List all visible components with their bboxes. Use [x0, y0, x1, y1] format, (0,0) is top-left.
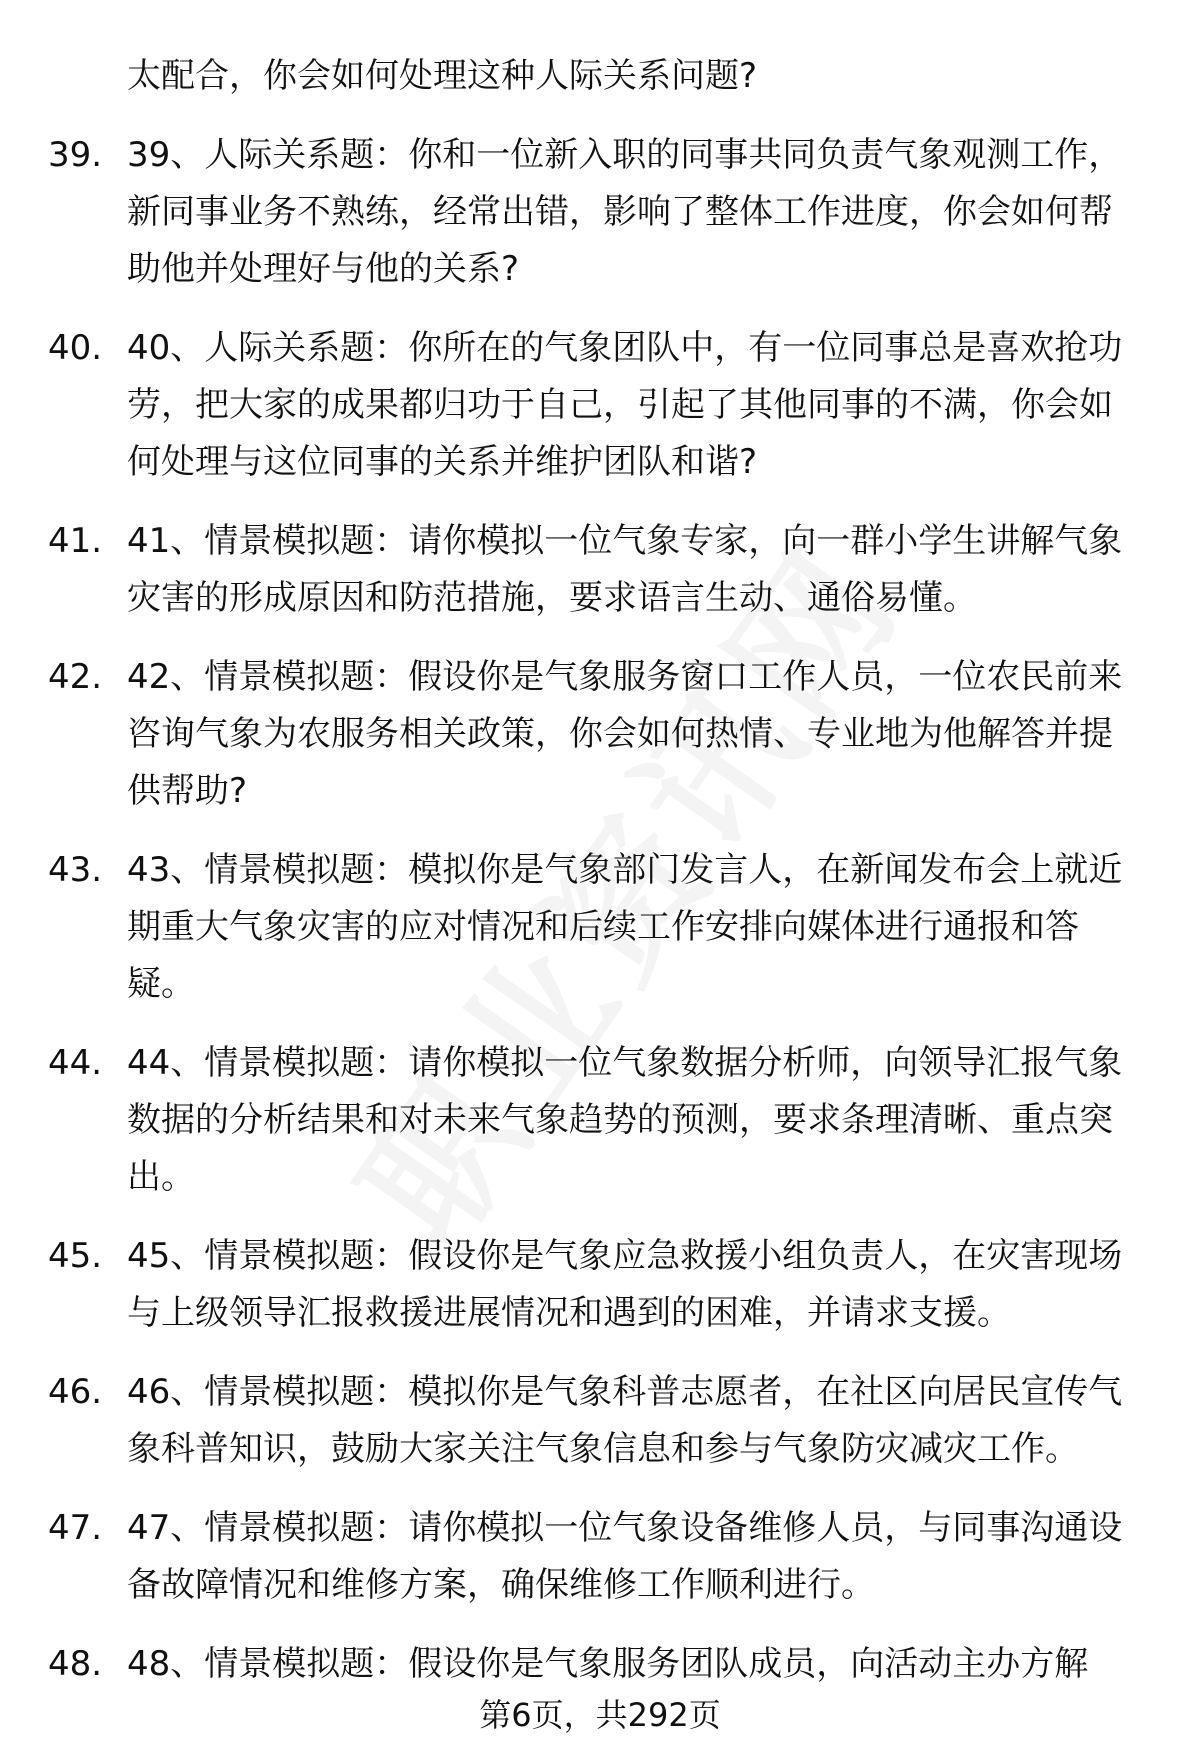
question-text: 41、情景模拟题：请你模拟一位气象专家，向一群小学生讲解气象灾害的形成原因和防范措施，要求语言生动、通俗易懂。 — [127, 521, 1123, 618]
question-list — [0, 48, 1200, 1715]
question-text: 47、情景模拟题：请你模拟一位气象设备维修人员，与同事沟通设备故障情况和维修方案，确保维修工作顺利进行。 — [127, 1508, 1123, 1605]
question-item-48 — [0, 1636, 1200, 1693]
question-number: 48. — [48, 1644, 103, 1684]
question-item-42 — [0, 649, 1200, 820]
question-text: 43、情景模拟题：模拟你是气象部门发言人，在新闻发布会上就近期重大气象灾害的应对情况和后续工作安排向媒体进行通报和答疑。 — [127, 850, 1123, 1004]
question-number: 41. — [48, 521, 103, 561]
question-text: 40、人际关系题：你所在的气象团队中，有一位同事总是喜欢抢功劳，把大家的成果都归功于自己，引起了其他同事的不满，你会如何处理与这位同事的关系并维护团队和谐? — [127, 328, 1123, 482]
question-text: 48、情景模拟题：假设你是气象服务团队成员，向活动主办方解 — [127, 1644, 1089, 1684]
question-number: 43. — [48, 850, 103, 890]
question-item-41 — [0, 513, 1200, 627]
question-item-44 — [0, 1035, 1200, 1206]
question-item-45 — [0, 1228, 1200, 1342]
question-number: 46. — [48, 1372, 103, 1412]
question-number: 44. — [48, 1043, 103, 1083]
continuation-text: 太配合，你会如何处理这种人际关系问题? — [127, 56, 758, 96]
question-text: 44、情景模拟题：请你模拟一位气象数据分析师，向领导汇报气象数据的分析结果和对未来气象趋势的预测，要求条理清晰、重点突出。 — [127, 1043, 1123, 1197]
question-number: 40. — [48, 328, 103, 368]
question-text: 39、人际关系题：你和一位新入职的同事共同负责气象观测工作，新同事业务不熟练，经常出错，影响了整体工作进度，你会如何帮助他并处理好与他的关系? — [127, 135, 1123, 289]
question-number: 42. — [48, 657, 103, 697]
continuation-paragraph — [0, 48, 1200, 105]
question-number: 39. — [48, 135, 103, 175]
question-text: 42、情景模拟题：假设你是气象服务窗口工作人员，一位农民前来咨询气象为农服务相关政策，你会如何热情、专业地为他解答并提供帮助? — [127, 657, 1123, 811]
question-item-43 — [0, 842, 1200, 1013]
question-item-47 — [0, 1500, 1200, 1614]
question-number: 47. — [48, 1508, 103, 1548]
question-text: 45、情景模拟题：假设你是气象应急救援小组负责人，在灾害现场与上级领导汇报救援进展情况和遇到的困难，并请求支援。 — [127, 1236, 1123, 1333]
question-item-39 — [0, 127, 1200, 298]
question-text: 46、情景模拟题：模拟你是气象科普志愿者，在社区向居民宣传气象科普知识，鼓励大家关注气象信息和参与气象防灾减灾工作。 — [127, 1372, 1123, 1469]
page-footer: 第6页，共292页 — [479, 1696, 721, 1734]
question-item-40 — [0, 320, 1200, 491]
question-item-46 — [0, 1364, 1200, 1478]
question-number: 45. — [48, 1236, 103, 1276]
